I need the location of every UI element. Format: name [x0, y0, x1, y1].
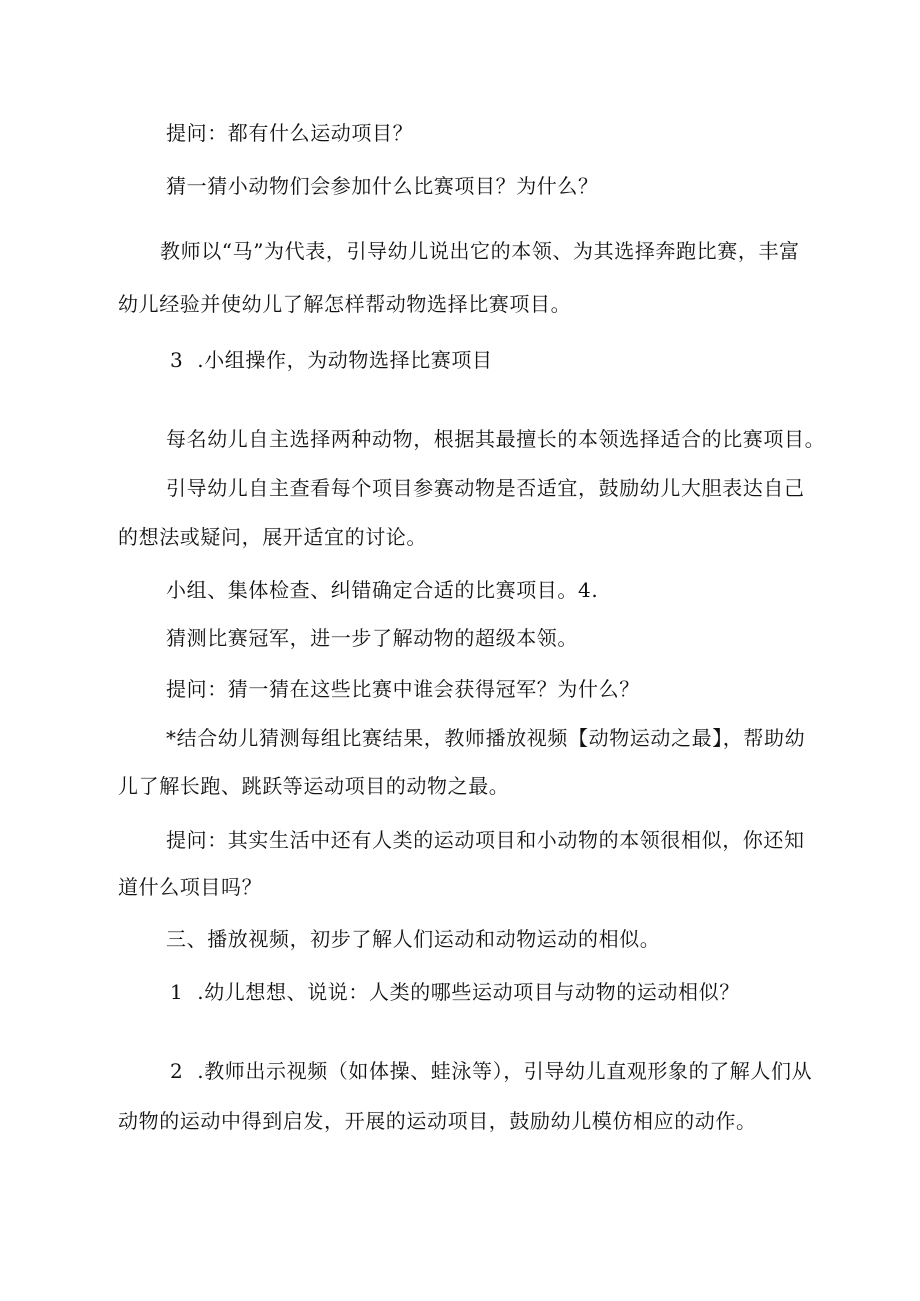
text-line: 猜测比赛冠军，进一步了解动物的超级本领。 — [166, 626, 578, 650]
text-line: 儿了解长跑、跳跃等运动项目的动物之最。 — [118, 774, 510, 798]
text-line: 猜一猜小动物们会参加什么比赛项目？为什么？ — [166, 174, 599, 198]
text-line: 小组、集体检查、纠错确定合适的比赛项目。4. — [166, 578, 599, 602]
text-line: 3 .小组操作，为动物选择比赛项目 — [170, 348, 493, 372]
text-line: 道什么项目吗？ — [118, 875, 263, 899]
text-line: 幼儿经验并使幼儿了解怎样帮动物选择比赛项目。 — [118, 292, 572, 316]
text-line: 教师以“马”为代表，引导幼儿说出它的本领、为其选择奔跑比赛，丰富 — [160, 239, 800, 263]
text-line: *结合幼儿猜测每组比赛结果，教师播放视频【动物运动之最】，帮助幼 — [166, 726, 806, 750]
text-line: 提问：猜一猜在这些比赛中谁会获得冠军？为什么？ — [166, 677, 640, 701]
text-line: 每名幼儿自主选择两种动物，根据其最擅长的本领选择适合的比赛项目。 — [166, 427, 826, 451]
text-line: 提问：其实生活中还有人类的运动项目和小动物的本领很相似，你还知 — [166, 828, 805, 852]
text-line: 三、播放视频，初步了解人们运动和动物运动的相似。 — [166, 927, 661, 951]
text-line: 的想法或疑问，展开适宜的讨论。 — [118, 525, 427, 549]
text-line: 2 .教师出示视频（如体操、蛙泳等），引导幼儿直观形象的了解人们从 — [170, 1059, 813, 1083]
text-line: 动物的运动中得到启发，开展的运动项目，鼓励幼儿模仿相应的动作。 — [118, 1109, 757, 1133]
text-line: 1 .幼儿想想、说说：人类的哪些运动项目与动物的运动相似？ — [170, 980, 740, 1004]
text-line: 提问：都有什么运动项目？ — [166, 121, 414, 145]
text-line: 引导幼儿自主查看每个项目参赛动物是否适宜，鼓励幼儿大胆表达自己 — [166, 476, 805, 500]
